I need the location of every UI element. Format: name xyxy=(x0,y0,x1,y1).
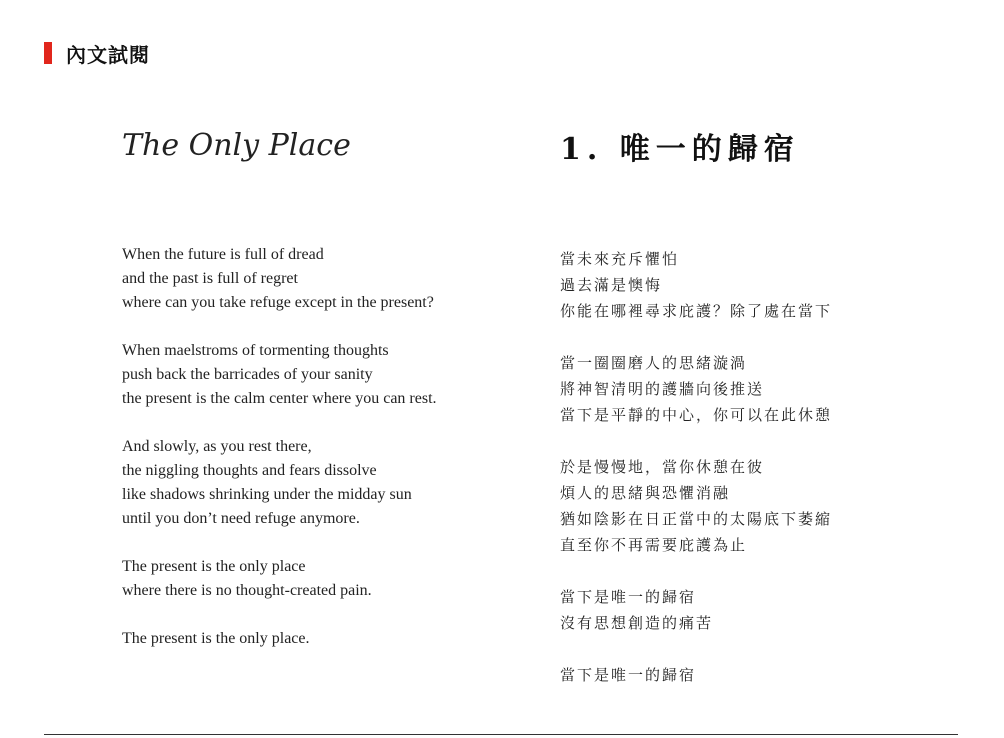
stanza xyxy=(560,662,832,688)
poem-line: 當一圈圈磨人的思緒漩渦 xyxy=(560,354,748,372)
stanza xyxy=(122,339,437,411)
stanza xyxy=(560,454,832,558)
poem-line: The present is the only place xyxy=(122,558,306,575)
poem-line: When maelstroms of tormenting thoughts xyxy=(122,342,389,359)
poem-line: 將神智清明的護牆向後推送 xyxy=(560,380,765,398)
poem-line: When the future is full of dread xyxy=(122,246,324,263)
poem-line: 過去滿是懊悔 xyxy=(560,276,663,294)
poem-line: like shadows shrinking under the midday sun xyxy=(122,486,412,503)
poem-line: 於是慢慢地，當你休憩在彼 xyxy=(560,458,765,476)
poem-title-english: The Only Place xyxy=(122,128,351,163)
poem-line: 你能在哪裡尋求庇護？除了處在當下 xyxy=(560,302,833,320)
poem-line: And slowly, as you rest there, xyxy=(122,438,312,455)
poem-body-chinese xyxy=(560,246,832,714)
poem-line: where can you take refuge except in the present? xyxy=(122,294,434,311)
stanza xyxy=(560,350,832,428)
poem-line: 沒有思想創造的痛苦 xyxy=(560,614,714,632)
poem-line: 當下是唯一的歸宿 xyxy=(560,666,697,684)
poem-line: and the past is full of regret xyxy=(122,270,298,287)
poem-line: 當下是平靜的中心，你可以在此休憩 xyxy=(560,406,833,424)
stanza xyxy=(122,627,437,651)
section-title: 內文試閱 xyxy=(66,42,150,67)
section-header xyxy=(44,40,150,66)
poem-line: 直至你不再需要庇護為止 xyxy=(560,536,748,554)
header-accent-bar xyxy=(44,42,52,64)
poem-line: where there is no thought-created pain. xyxy=(122,582,372,599)
poem-body-english xyxy=(122,243,437,675)
poem-line: the present is the calm center where you can rest. xyxy=(122,390,437,407)
poem-line: 煩人的思緒與恐懼消融 xyxy=(560,484,731,502)
poem-line: The present is the only place. xyxy=(122,630,310,647)
poem-line: 當未來充斥懼怕 xyxy=(560,250,680,268)
poem-line: push back the barricades of your sanity xyxy=(122,366,373,383)
stanza xyxy=(560,246,832,324)
poem-title-chinese: 1. 唯一的歸宿 xyxy=(560,132,800,167)
poem-line: until you don’t need refuge anymore. xyxy=(122,510,360,527)
footer-divider xyxy=(44,734,958,735)
stanza xyxy=(122,243,437,315)
poem-line: 當下是唯一的歸宿 xyxy=(560,588,697,606)
poem-line: 猶如陰影在日正當中的太陽底下萎縮 xyxy=(560,510,833,528)
poem-line: the niggling thoughts and fears dissolve xyxy=(122,462,377,479)
stanza xyxy=(560,584,832,636)
stanza xyxy=(122,435,437,531)
stanza xyxy=(122,555,437,603)
